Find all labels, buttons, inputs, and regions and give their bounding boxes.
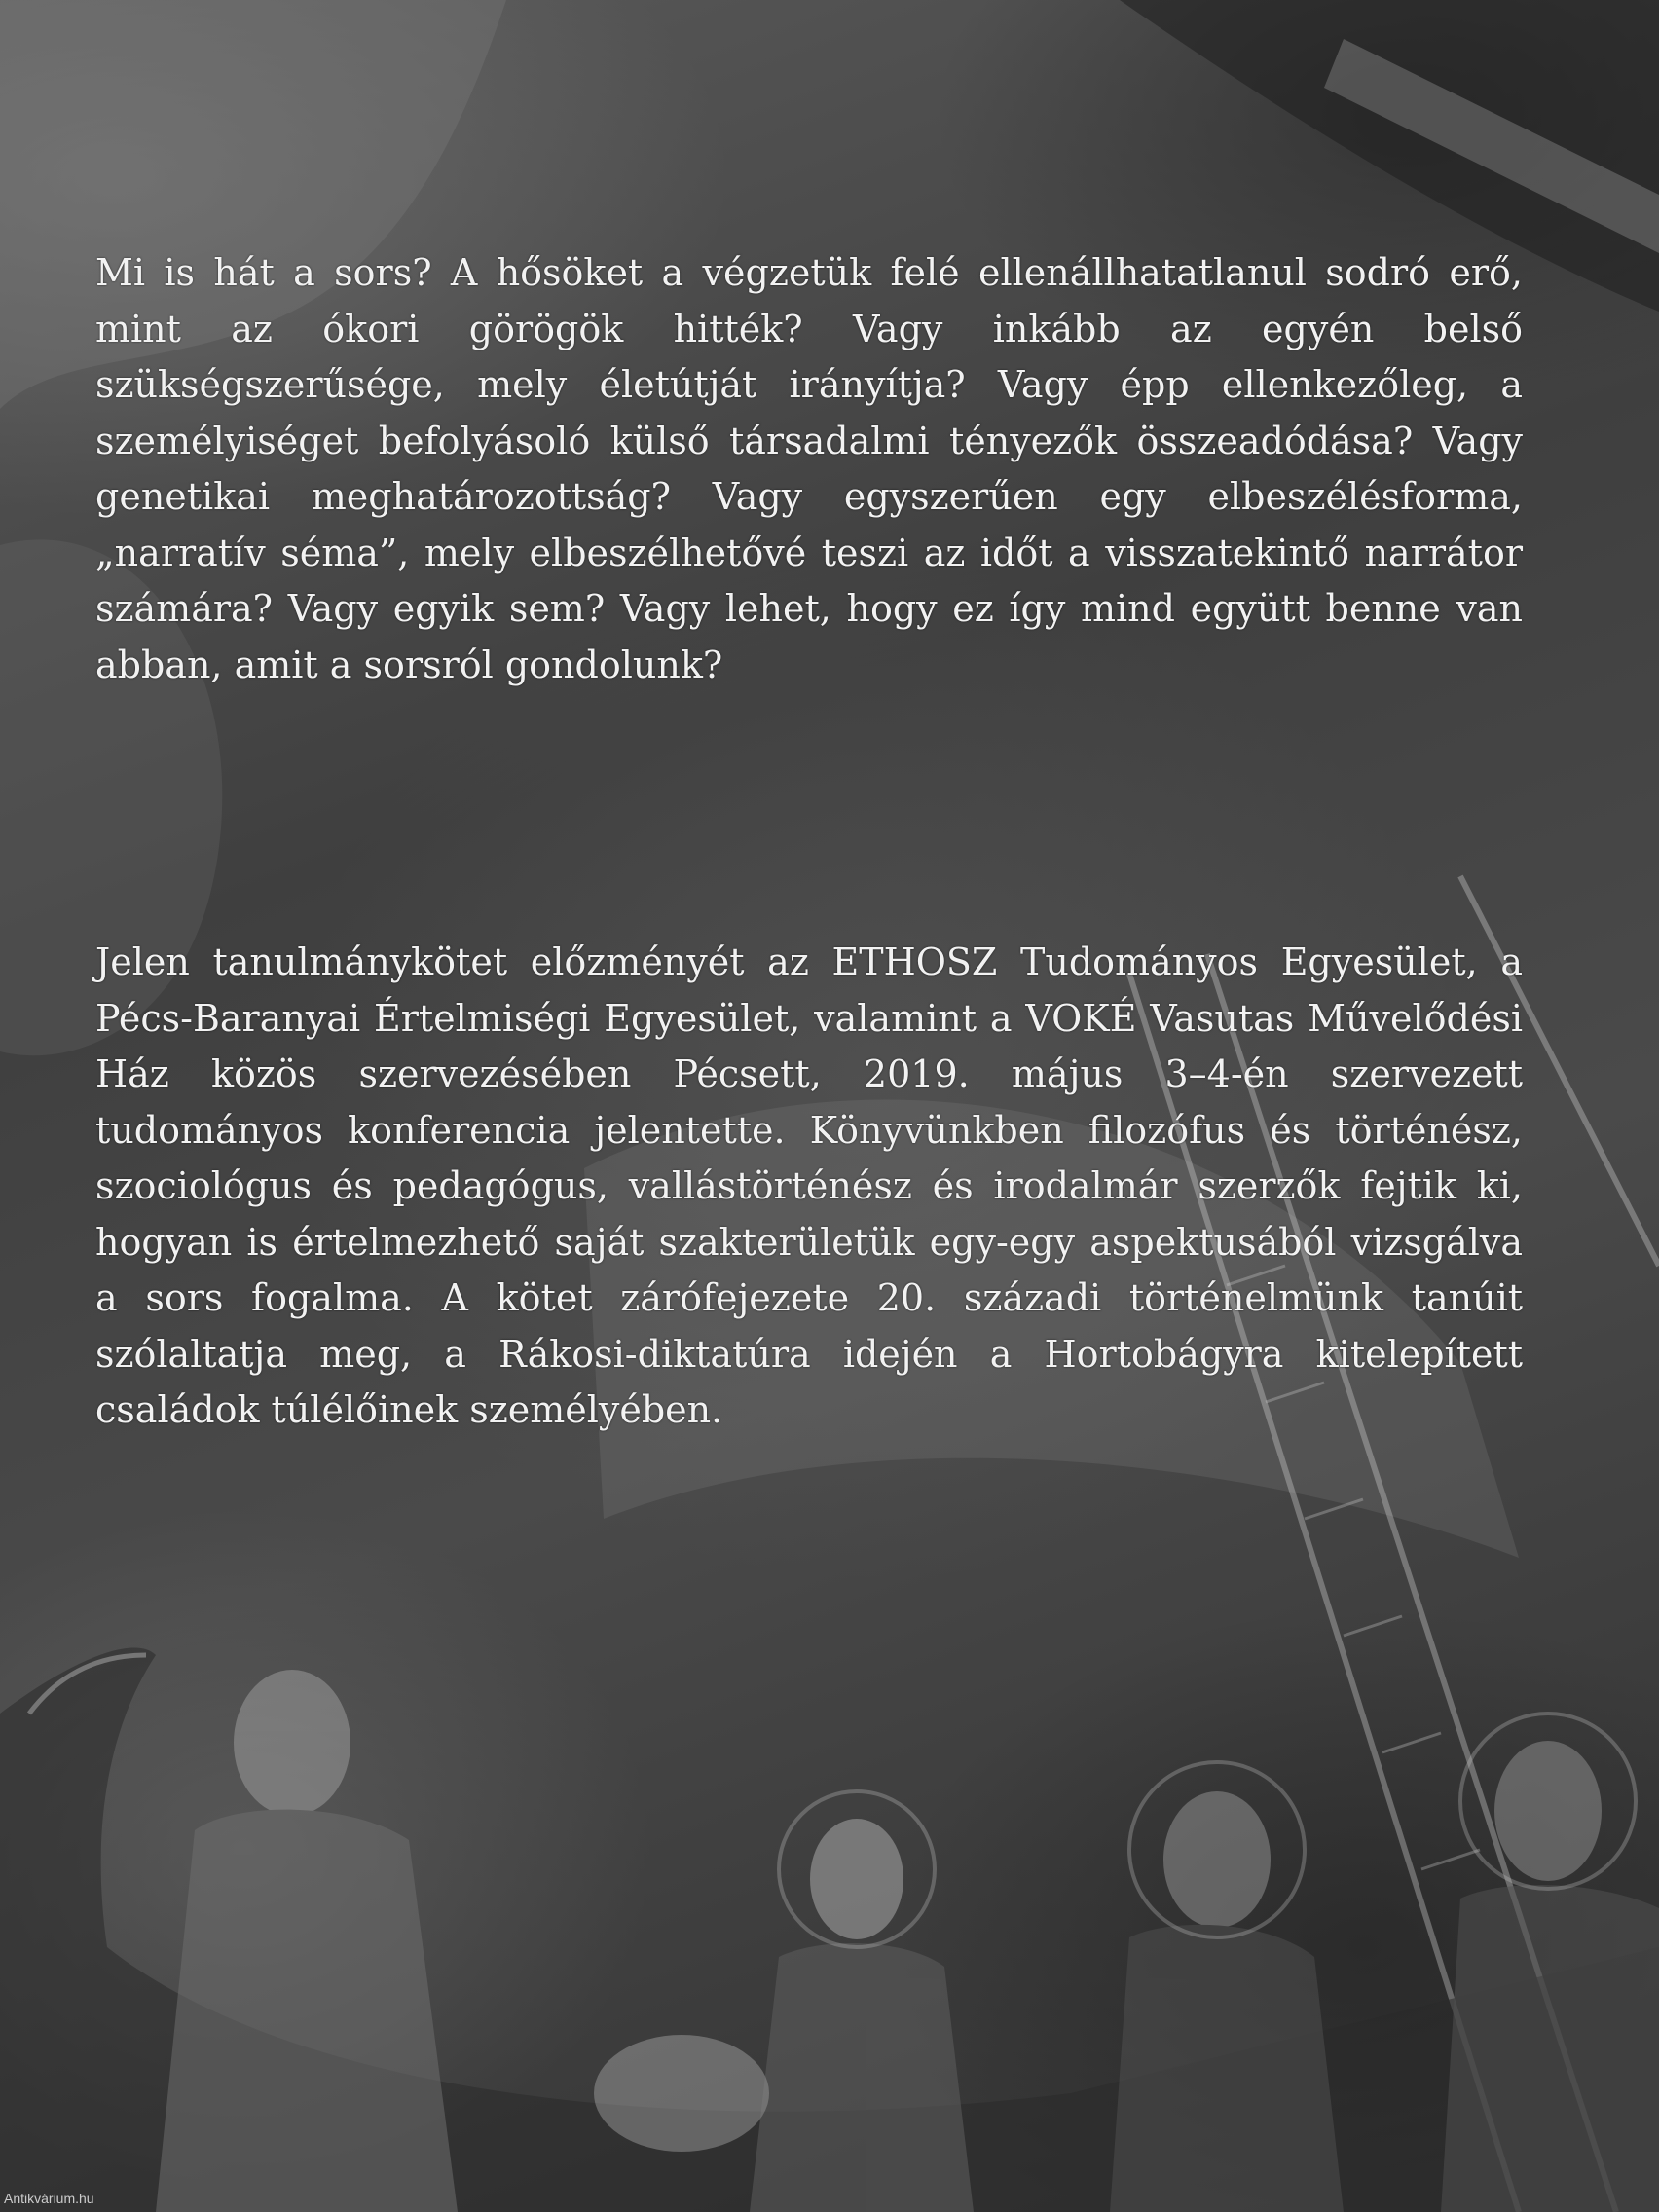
intro-paragraph: Mi is hát a sors? A hősöket a végzetük felé ellenállhatatlanul sodró erő, mint az ókori görögök hitték? Vagy inkább az egyén belső szükségszerűsége, mely életútját irányítja? Vagy épp ellenkezőleg, a személyiséget befolyásoló külső társadalmi tényezők összeadódása? Vagy genetikai meghatározottság? Vagy egyszerűen egy elbeszélésforma, „narratív séma”, mely elbeszélhetővé teszi az időt a visszatekintő narrátor számára? Vagy egyik sem? Vagy lehet, hogy ez így mind együtt benne van abban, amit a sorsról gondolunk? [95,251,1523,686]
watermark-text: Antikvárium.hu [4,2191,94,2206]
description-paragraph: Jelen tanulmánykötet előzményét az ETHOSZ Tudományos Egyesület, a Pécs-Baranyai Értelmiségi Egyesület, valamint a VOKÉ Vasutas Művelődési Ház közös szervezésében Pécsett, 2019. május 3–4-én szervezett tudományos konferencia jelentette. Könyvünkben filozófus és történész, szociológus és pedagógus, vallástörténész és irodalmár szerzők fejtik ki, hogyan is értelmezhető saját szakterületük egy-egy aspektusából vizsgálva a sors fogalma. A kötet zárófejezete 20. századi történelmünk tanúit szólaltatja meg, a Rákosi-diktatúra idején a Hortobágyra kitelepített családok túlélőinek személyében. [95,940,1523,1431]
